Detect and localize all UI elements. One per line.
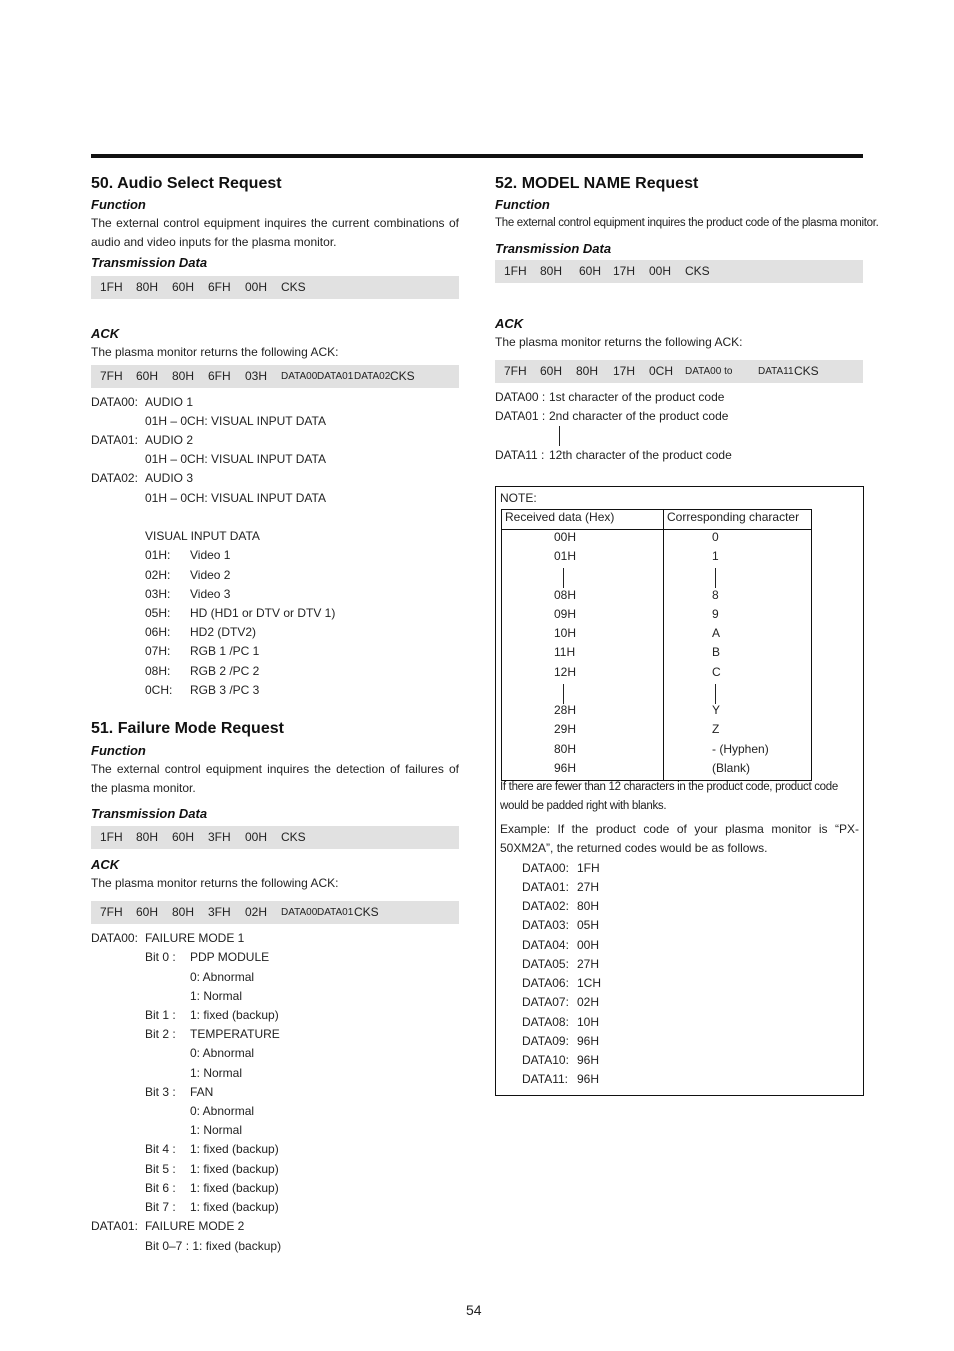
example-key: DATA10:	[522, 1053, 569, 1067]
code-cell: 03H	[245, 369, 268, 383]
failure-line-value: 1: Normal	[190, 989, 243, 1003]
code-cell: 6FH	[208, 369, 231, 383]
example-key: DATA03:	[522, 918, 569, 932]
code-cell: 00H	[245, 830, 268, 844]
visual-key: 02H:	[145, 568, 171, 582]
code-cell: 80H	[172, 905, 195, 919]
visual-key: 03H:	[145, 587, 171, 601]
failure-line-bit: Bit 5 :	[145, 1162, 176, 1176]
code-cell: CKS	[281, 830, 306, 844]
failure-line-value: 0: Abnormal	[190, 1104, 255, 1118]
example-value: 80H	[577, 899, 600, 913]
visual-value: Video 1	[190, 548, 231, 562]
visual-input-title: VISUAL INPUT DATA	[145, 529, 260, 543]
code-cell: 60H	[579, 264, 602, 278]
example-key: DATA09:	[522, 1034, 569, 1048]
code-cell: 80H	[172, 369, 195, 383]
failure-line-value: 1: fixed (backup)	[190, 1162, 279, 1176]
failure-line-value: 1: fixed (backup)	[190, 1008, 279, 1022]
char-cell: B	[712, 645, 721, 659]
failure-line-value: 1: Normal	[190, 1066, 243, 1080]
code-cell: 60H	[136, 369, 159, 383]
visual-value: Video 3	[190, 587, 231, 601]
char-cell: Z	[712, 722, 720, 736]
note-box	[495, 486, 864, 1096]
example-value: 1FH	[577, 861, 600, 875]
table-body	[502, 530, 812, 781]
code-cell: 7FH	[100, 369, 123, 383]
code-cell: DATA01	[317, 371, 354, 382]
data-key: DATA01:	[91, 433, 138, 447]
section-51-ack-label: ACK	[91, 857, 120, 872]
section-50-ack-text: The plasma monitor returns the following ACK:	[91, 345, 339, 359]
example-key: DATA02:	[522, 899, 569, 913]
failure-line-value: 0: Abnormal	[190, 970, 255, 984]
continuation-line	[715, 568, 716, 588]
section-52-tx-label: Transmission Data	[495, 241, 612, 256]
data-key: DATA01 :	[495, 409, 546, 423]
data-value: 01H – 0CH: VISUAL INPUT DATA	[145, 491, 326, 505]
section-50-function-text: The external control equipment inquires the current combinations of audio and video inputs for the plasma monitor.	[91, 216, 459, 249]
failure-line-value: 1: fixed (backup)	[190, 1142, 279, 1156]
example-value: 1CH	[577, 976, 602, 990]
char-cell: (Blank)	[712, 761, 751, 775]
example-key: DATA06:	[522, 976, 569, 990]
page-number: 54	[466, 1302, 482, 1318]
hex-cell: 96H	[554, 761, 577, 775]
code-cell: CKS	[354, 905, 379, 919]
code-cell: 0CH	[649, 364, 674, 378]
example-value: 27H	[577, 957, 600, 971]
code-cell: 60H	[136, 905, 159, 919]
failure-line-bit: Bit 3 :	[145, 1085, 176, 1099]
char-cell: C	[712, 665, 721, 679]
char-cell: 8	[712, 588, 719, 602]
hex-cell: 10H	[554, 626, 577, 640]
section-52-function-label: Function	[495, 197, 550, 212]
data-value: 01H – 0CH: VISUAL INPUT DATA	[145, 452, 326, 466]
example-value: 10H	[577, 1015, 600, 1029]
section-50-ack-bar	[91, 365, 459, 388]
data-value: 1st character of the product code	[549, 390, 725, 404]
section-52-ack-label: ACK	[495, 316, 524, 331]
char-column	[664, 530, 812, 781]
code-cell: CKS	[685, 264, 710, 278]
code-cell: 80H	[576, 364, 599, 378]
char-cell: Y	[712, 703, 721, 717]
example-key: DATA11:	[522, 1072, 569, 1086]
failure-line-value: 1: fixed (backup)	[190, 1181, 279, 1195]
example-key: DATA04:	[522, 938, 569, 952]
char-cell: 9	[712, 607, 719, 621]
data-value: 01H – 0CH: VISUAL INPUT DATA	[145, 414, 326, 428]
failure-line-value: 1: fixed (backup)	[190, 1200, 279, 1214]
failure-line-value: PDP MODULE	[190, 950, 270, 964]
continuation-line	[559, 426, 560, 446]
code-cell: 6FH	[208, 280, 231, 294]
hex-cell: 01H	[554, 549, 577, 563]
code-cell: 60H	[172, 280, 195, 294]
visual-key: 06H:	[145, 625, 171, 639]
code-cell: DATA00	[281, 371, 318, 382]
visual-key: 01H:	[145, 548, 171, 562]
code-cell: DATA02	[354, 371, 391, 382]
visual-value: RGB 1 /PC 1	[190, 644, 260, 658]
code-cell: 1FH	[504, 264, 527, 278]
section-52-ack-text: The plasma monitor returns the following ACK:	[495, 335, 743, 349]
failure-line-value: FAN	[190, 1085, 214, 1099]
failure-line-key: DATA00:	[91, 931, 138, 945]
hex-cell: 80H	[554, 742, 577, 756]
example-value: 96H	[577, 1072, 600, 1086]
section-51-tx-label: Transmission Data	[91, 806, 208, 821]
section-52-function-text: The external control equipment inquires the product code of the plasma monitor.	[495, 217, 879, 229]
code-cell: 80H	[136, 830, 159, 844]
char-cell: - (Hyphen)	[712, 742, 769, 756]
section-50-ack-label: ACK	[91, 326, 120, 341]
section-50-function-label: Function	[91, 197, 146, 212]
visual-value: RGB 2 /PC 2	[190, 664, 260, 678]
table-header: Corresponding character	[664, 510, 812, 530]
code-cell: 17H	[613, 364, 636, 378]
section-50-title: 50. Audio Select Request	[91, 175, 282, 192]
example-value: 02H	[577, 995, 600, 1009]
section-51-function-text: The external control equipment inquires the detection of failures of the plasma monitor.	[91, 762, 459, 795]
code-cell: 3FH	[208, 905, 231, 919]
example-value: 05H	[577, 918, 600, 932]
top-rule	[91, 154, 863, 158]
failure-line-value: 1: Normal	[190, 1123, 243, 1137]
code-cell: 1FH	[100, 280, 123, 294]
code-cell: 00H	[649, 264, 672, 278]
visual-key: 05H:	[145, 606, 171, 620]
section-51-tx-bar	[91, 826, 459, 849]
character-table	[501, 509, 812, 781]
hex-cell: 00H	[554, 530, 577, 544]
section-51-function-label: Function	[91, 743, 146, 758]
hex-cell: 08H	[554, 588, 577, 602]
failure-line-key: DATA01:	[91, 1219, 138, 1233]
failure-line-value: 0: Abnormal	[190, 1046, 255, 1060]
code-cell: 80H	[540, 264, 563, 278]
hex-cell: 29H	[554, 722, 577, 736]
failure-line-bit: Bit 1 :	[145, 1008, 176, 1022]
padding-note: If there are fewer than 12 characters in the product code, product code would be padded right with blanks.	[500, 781, 838, 812]
failure-line-label: FAILURE MODE 2	[145, 1219, 245, 1233]
char-cell: A	[712, 626, 721, 640]
failure-line-bit: Bit 2 :	[145, 1027, 176, 1041]
example-key: DATA01:	[522, 880, 569, 894]
example-key: DATA05:	[522, 957, 569, 971]
code-cell: 80H	[136, 280, 159, 294]
code-cell: 7FH	[100, 905, 123, 919]
data-value: AUDIO 3	[145, 471, 194, 485]
section-50-tx-label: Transmission Data	[91, 255, 208, 270]
code-cell: DATA00	[281, 907, 318, 918]
example-value: 27H	[577, 880, 600, 894]
hex-cell: 09H	[554, 607, 577, 621]
data-key: DATA00:	[91, 395, 138, 409]
code-cell: 60H	[540, 364, 563, 378]
data-value: 2nd character of the product code	[549, 409, 729, 423]
visual-key: 0CH:	[145, 683, 173, 697]
code-cell: 00H	[245, 280, 268, 294]
note-label: NOTE:	[500, 491, 537, 505]
data-key: DATA11 :	[495, 448, 545, 462]
failure-line-bit: Bit 4 :	[145, 1142, 176, 1156]
table-header-row	[502, 510, 812, 530]
section-52-tx-bar	[495, 260, 863, 283]
hex-column	[502, 530, 664, 781]
data-key: DATA02:	[91, 471, 138, 485]
visual-value: RGB 3 /PC 3	[190, 683, 260, 697]
data-value: 12th character of the product code	[549, 448, 732, 462]
example-value: 96H	[577, 1034, 600, 1048]
failure-line-bit: Bit 0–7 : 1: fixed (backup)	[145, 1239, 282, 1253]
visual-value: HD (HD1 or DTV or DTV 1)	[190, 606, 336, 620]
section-52-title: 52. MODEL NAME Request	[495, 175, 699, 192]
visual-key: 07H:	[145, 644, 171, 658]
code-cell: 1FH	[100, 830, 123, 844]
char-cell: 0	[712, 530, 719, 544]
char-cell: 1	[712, 549, 719, 563]
continuation-line	[563, 568, 564, 588]
example-key: DATA00:	[522, 861, 569, 875]
code-cell: DATA11	[758, 366, 794, 377]
failure-line-label: FAILURE MODE 1	[145, 931, 245, 945]
code-cell: 7FH	[504, 364, 527, 378]
code-cell: DATA01	[317, 907, 354, 918]
visual-value: Video 2	[190, 568, 231, 582]
hex-cell: 12H	[554, 665, 577, 679]
code-cell: 3FH	[208, 830, 231, 844]
code-cell: 17H	[613, 264, 636, 278]
example-key: DATA07:	[522, 995, 569, 1009]
section-51-ack-bar	[91, 901, 459, 924]
code-cell: CKS	[794, 364, 819, 378]
failure-line-bit: Bit 6 :	[145, 1181, 176, 1195]
hex-cell: 11H	[554, 645, 576, 659]
code-cell: 60H	[172, 830, 195, 844]
section-51-ack-text: The plasma monitor returns the following ACK:	[91, 876, 339, 890]
code-cell: CKS	[281, 280, 306, 294]
failure-line-bit: Bit 7 :	[145, 1200, 176, 1214]
visual-value: HD2 (DTV2)	[190, 625, 257, 639]
code-cell: CKS	[390, 369, 415, 383]
data-value: AUDIO 1	[145, 395, 194, 409]
data-key: DATA00 :	[495, 390, 546, 404]
code-cell: 02H	[245, 905, 268, 919]
section-50-tx-bar	[91, 276, 459, 299]
example-key: DATA08:	[522, 1015, 569, 1029]
visual-key: 08H:	[145, 664, 171, 678]
section-52-ack-bar	[495, 360, 863, 383]
data-value: AUDIO 2	[145, 433, 194, 447]
example-text: Example: If the product code of your plasma monitor is “PX-50XM2A”, the returned codes would be as follows.	[500, 822, 859, 855]
hex-cell: 28H	[554, 703, 577, 717]
code-cell: DATA00 to	[685, 366, 733, 377]
section-51-title: 51. Failure Mode Request	[91, 720, 284, 737]
failure-line-value: TEMPERATURE	[190, 1027, 280, 1041]
example-value: 96H	[577, 1053, 600, 1067]
failure-line-bit: Bit 0 :	[145, 950, 176, 964]
example-value: 00H	[577, 938, 600, 952]
table-header: Received data (Hex)	[502, 510, 664, 530]
